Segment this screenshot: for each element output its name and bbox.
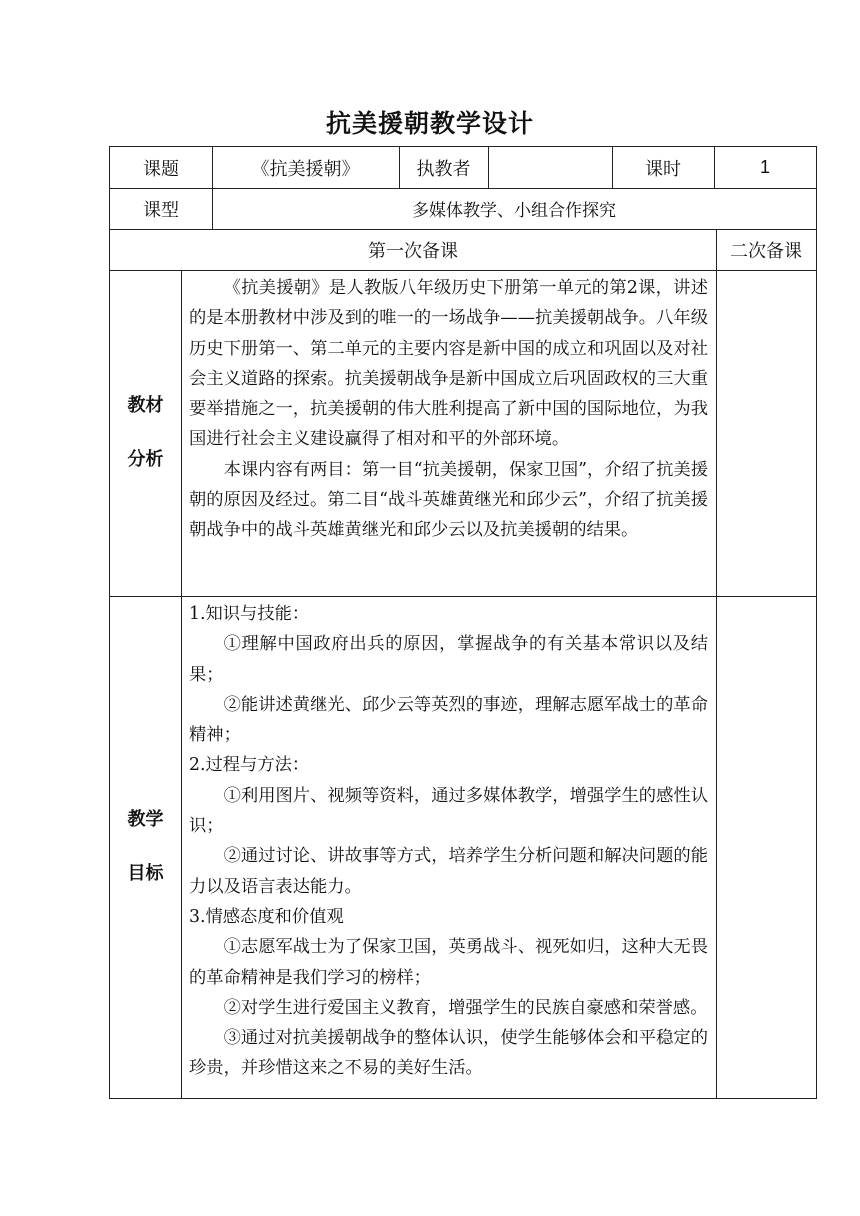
objectives-label-line2: 目标 <box>127 863 164 884</box>
type-label: 课型 <box>143 199 179 221</box>
objective-line: ②对学生进行爱国主义教育，增强学生的民族自豪感和荣誉感。 <box>223 997 708 1018</box>
analysis-paragraph: 本课内容有两目：第一目“抗美援朝，保家卫国”，介绍了抗美援朝的原因及经过。第二目“战斗英雄黄继光和邱少云”，介绍了抗美援朝战争中的战斗英雄黄继光和邱少云以及抗美援朝的结果。 <box>189 459 708 541</box>
objective-line: ②能讲述黄继光、邱少云等英烈的事迹，理解志愿军战士的革命精神； <box>189 694 708 746</box>
teacher-value <box>488 147 612 188</box>
page-title: 抗美援朝教学设计 <box>325 109 534 138</box>
analysis-second-prep <box>716 270 816 596</box>
analysis-label-line2: 分析 <box>127 449 164 470</box>
objective-line: ②通过讨论、讲故事等方式，培养学生分析问题和解决问题的能力以及语言表达能力。 <box>189 846 708 897</box>
objective-line: ①理解中国政府出兵的原因，掌握战争的有关基本常识以及结果； <box>189 634 708 685</box>
type-value: 多媒体教学、小组合作探究 <box>412 201 616 221</box>
objectives-label-line1: 教学 <box>127 809 164 830</box>
topic-label: 课题 <box>143 158 179 180</box>
objectives-content <box>181 596 716 1098</box>
hours-label: 课时 <box>645 158 681 180</box>
analysis-label <box>110 270 181 596</box>
first-prep-heading: 第一次备课 <box>368 240 458 262</box>
objective-line: 3.情感态度和价值观 <box>189 906 344 927</box>
teacher-label: 执教者 <box>416 158 471 180</box>
topic-value: 《抗美援朝》 <box>251 158 360 180</box>
objective-line: 1.知识与技能： <box>189 604 310 624</box>
objectives-label <box>110 596 181 1098</box>
hours-value: 1 <box>759 157 770 177</box>
analysis-label-line1: 教材 <box>127 395 164 416</box>
analysis-content <box>181 270 716 596</box>
objectives-second-prep <box>716 596 816 1098</box>
analysis-paragraph: 《抗美援朝》是人教版八年级历史下册第一单元的第2课，讲述的是本册教材中涉及到的唯一的一场战争——抗美援朝战争。八年级历史下册第一、第二单元的主要内容是新中国的成立和巩固以及对社会主义道路的探索。抗美援朝战争是新中国成立后巩固政权的三大重要举措施之一，抗美援朝的伟大胜利提高了新中国的国际地位，为我国进行社会主义建设赢得了相对和平的外部环境。 <box>189 278 708 450</box>
objective-line: ①志愿军战士为了保家卫国，英勇战斗、视死如归，这种大无畏的革命精神是我们学习的榜样； <box>189 937 708 988</box>
lesson-plan-table <box>109 146 817 1099</box>
objective-line: 2.过程与方法： <box>189 755 310 776</box>
objective-line: ③通过对抗美援朝战争的整体认识，使学生能够体会和平稳定的珍贵，并珍惜这来之不易的美好生活。 <box>189 1028 708 1079</box>
second-prep-heading: 二次备课 <box>730 240 802 262</box>
objective-line: ①利用图片、视频等资料，通过多媒体教学，增强学生的感性认识； <box>189 785 708 837</box>
